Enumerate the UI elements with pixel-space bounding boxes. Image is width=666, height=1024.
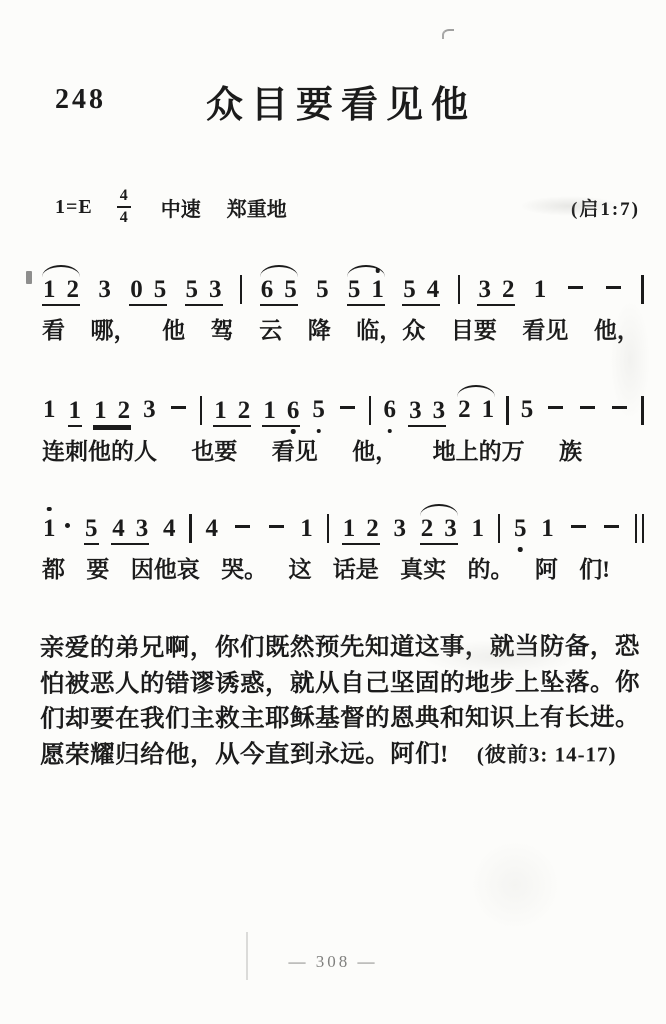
note: 4: [205, 514, 218, 542]
low-octave-dot: [291, 429, 296, 434]
lyric-syllable: 哭。: [221, 557, 268, 583]
note: 2: [66, 276, 79, 303]
notes-row-3: [42, 509, 644, 545]
lyric-syllable: 阿: [534, 557, 558, 583]
note-group: [262, 398, 300, 427]
time-signature: [117, 188, 131, 226]
scripture-paragraph: [40, 629, 642, 774]
bar-line: [240, 275, 243, 304]
note: 1: [541, 514, 554, 542]
note: 2: [366, 515, 379, 543]
scripture-line: 亲爱的弟兄啊，你们既然预先知道这事，就当防备，恐: [39, 632, 640, 662]
duration-dash: [568, 286, 583, 289]
note: 5: [312, 397, 325, 422]
note: 2: [237, 396, 251, 424]
duration-dash: [604, 525, 619, 528]
duration-dash: [340, 406, 355, 409]
notes-row-1: [42, 270, 644, 306]
lyric-syllable: 看: [42, 318, 65, 343]
note: 5: [284, 276, 297, 303]
lyric-syllable: 看见: [522, 318, 569, 343]
lyric-syllable: 目要: [450, 318, 497, 343]
lyric-syllable: 哪，: [90, 318, 137, 343]
lyric-syllable: 的。: [467, 557, 514, 583]
note-group: [232, 525, 253, 546]
lyric-syllable: 临，众: [356, 318, 426, 343]
note-group: [337, 406, 358, 427]
note-group: [393, 516, 408, 546]
note: 3: [143, 396, 156, 424]
note-group: [129, 277, 167, 306]
scripture-line: [40, 735, 642, 773]
note: 3: [409, 396, 422, 424]
scan-artifact: [442, 29, 454, 39]
note-group: [111, 516, 149, 545]
note-group: [568, 525, 589, 546]
duration-dash: [571, 525, 586, 528]
page-header: [0, 80, 666, 130]
lyric-syllable: 因他哀: [130, 557, 200, 583]
low-octave-dot: [388, 429, 393, 434]
final-bar-line: [635, 514, 644, 543]
duration-dash: [612, 406, 627, 409]
note: 1: [214, 396, 227, 424]
scripture-line-text: 愿荣耀归给他，从今直到永远。阿们!: [40, 739, 449, 769]
note-group: [205, 516, 220, 546]
lyric-syllable: 连刺他的人: [42, 438, 157, 464]
lyric-syllable: 他，: [352, 438, 399, 464]
note: 1: [533, 275, 547, 303]
time-signature-numerator: 4: [117, 188, 131, 208]
scripture-line: 怕被恶人的错谬诱惑，就从自己坚固的地步上坠落。你: [39, 668, 640, 698]
note: 1: [342, 515, 356, 543]
slur-note-group: [347, 277, 385, 306]
note: 3: [444, 515, 457, 543]
lyric-syllable: 他，: [593, 318, 640, 343]
bar-line: [458, 275, 461, 304]
duration-dash: [580, 406, 595, 409]
note: 3: [432, 396, 446, 424]
bar-line: [641, 275, 644, 304]
note-group: [603, 286, 624, 307]
note: 4: [426, 276, 440, 303]
note: 1: [43, 396, 56, 424]
lyric-syllable: 都: [42, 557, 65, 583]
note: 1: [300, 514, 313, 542]
note: 1: [371, 277, 384, 302]
note-group: [266, 525, 287, 546]
note: 6: [384, 397, 397, 422]
duration-dash: [269, 525, 284, 528]
lyric-syllable: 降: [307, 318, 331, 343]
hymn-number: 248: [55, 84, 106, 115]
slur-note-group: [42, 277, 80, 306]
note-group: [311, 397, 326, 427]
slur-note-group: [420, 516, 458, 545]
slur-note-group: [457, 397, 495, 427]
high-octave-dot: [375, 268, 380, 273]
note: 1: [471, 514, 484, 542]
scan-artifact: [26, 271, 32, 284]
note-group: [402, 277, 440, 306]
note-group: [84, 516, 99, 545]
note: 6: [260, 276, 274, 303]
note: 0: [130, 276, 143, 303]
high-octave-dot: [47, 507, 52, 512]
bar-line: [369, 396, 372, 425]
note-group: [513, 516, 528, 546]
lyrics-row-2: [42, 438, 644, 466]
note-group: [383, 397, 398, 427]
bar-line: [641, 396, 644, 425]
note-group: [162, 516, 177, 546]
key-signature: 1=E: [55, 195, 93, 218]
note: 1: [43, 516, 56, 541]
notation-line-2: [42, 391, 644, 466]
lyric-syllable: 要: [86, 557, 110, 583]
note-group: [97, 277, 112, 307]
note-group: [342, 516, 380, 545]
note: 3: [478, 276, 491, 303]
note: 5: [347, 276, 361, 303]
scripture-line: 们却要在我们主救主耶稣基督的恩典和知识上有长进。: [40, 703, 641, 733]
note-group: [168, 406, 189, 427]
note-group: [299, 516, 314, 546]
note-group: [520, 397, 535, 427]
note: 6: [287, 398, 300, 423]
note-group: [69, 523, 71, 546]
music-score: [42, 270, 644, 584]
lyric-syllable: 驾: [210, 318, 234, 343]
lyric-syllable: 地上的万: [432, 438, 525, 464]
note: 1: [263, 396, 276, 424]
note-group: [42, 516, 57, 546]
lyrics-row-3: [42, 556, 644, 584]
hymn-title: 众目要看见他: [206, 85, 476, 126]
note: 3: [135, 515, 149, 543]
scripture-reference-header: (启1:7): [571, 198, 640, 220]
note-group: [477, 277, 515, 306]
lyric-syllable: 们!: [579, 557, 610, 583]
note-group: [609, 406, 630, 427]
note-group: [93, 398, 131, 427]
note: 5: [85, 515, 98, 543]
note-group: [315, 277, 330, 307]
bar-line: [506, 396, 509, 425]
notation-line-3: [42, 509, 644, 584]
note-group: [577, 406, 598, 427]
note-group: [142, 397, 157, 427]
note-group: [408, 398, 446, 427]
note-group: [601, 525, 622, 546]
note-group: [471, 516, 486, 546]
note-group: [533, 277, 548, 307]
note: 2: [117, 396, 131, 424]
duration-dash: [548, 406, 563, 409]
note-group: [565, 286, 586, 307]
bar-line: [200, 396, 203, 425]
note: 4: [163, 514, 176, 542]
note: 1: [481, 396, 495, 424]
key-tempo-line: [55, 188, 640, 226]
note-group: [213, 398, 251, 427]
note: 3: [209, 276, 222, 303]
note: 1: [94, 396, 107, 424]
bar-line: [498, 514, 501, 543]
duration-dash: [235, 525, 250, 528]
time-signature-denominator: 4: [119, 209, 128, 226]
note-group: [68, 398, 83, 427]
note: 5: [514, 516, 527, 541]
note-group: [185, 277, 223, 306]
lyric-syllable: 真实: [400, 557, 447, 583]
notes-row-2: [42, 391, 644, 427]
note: 2: [458, 396, 471, 424]
note: 5: [403, 276, 416, 303]
lyric-syllable: 云: [259, 318, 283, 343]
note-group: [545, 406, 566, 427]
bar-line: [189, 514, 192, 543]
duration-dash: [171, 406, 186, 409]
notation-line-1: [42, 270, 644, 345]
note: 3: [393, 514, 406, 542]
note: 3: [98, 275, 111, 303]
lyric-syllable: 族: [558, 438, 582, 464]
low-octave-dot: [518, 547, 523, 552]
augmentation-dot: [65, 523, 70, 528]
lyric-syllable: 话是: [332, 557, 379, 583]
scripture-reference-footer: (彼前3: 14-17): [476, 741, 617, 766]
note: 2: [420, 515, 434, 543]
note: 4: [112, 515, 125, 543]
expression-marking: 郑重地: [226, 198, 287, 221]
note-group: [540, 516, 555, 546]
scan-artifact: [470, 840, 560, 930]
note: 5: [520, 396, 534, 424]
tempo-marking: 中速: [160, 198, 201, 221]
note: 2: [501, 276, 515, 303]
note: 5: [316, 275, 329, 303]
note-group: [42, 397, 57, 427]
bar-line: [327, 514, 330, 543]
lyric-syllable: 看见: [271, 438, 318, 464]
note: 5: [185, 276, 199, 303]
note: 1: [43, 276, 56, 303]
note: 5: [153, 276, 167, 303]
lyric-syllable: 这: [288, 557, 312, 583]
duration-dash: [606, 286, 621, 289]
lyric-syllable: 他: [162, 318, 186, 343]
slur-note-group: [260, 277, 298, 306]
low-octave-dot: [316, 429, 321, 434]
lyrics-row-1: [42, 317, 644, 345]
note: 1: [68, 396, 82, 424]
lyric-syllable: 也要: [191, 438, 238, 464]
page-number: — 308 —: [288, 952, 378, 971]
